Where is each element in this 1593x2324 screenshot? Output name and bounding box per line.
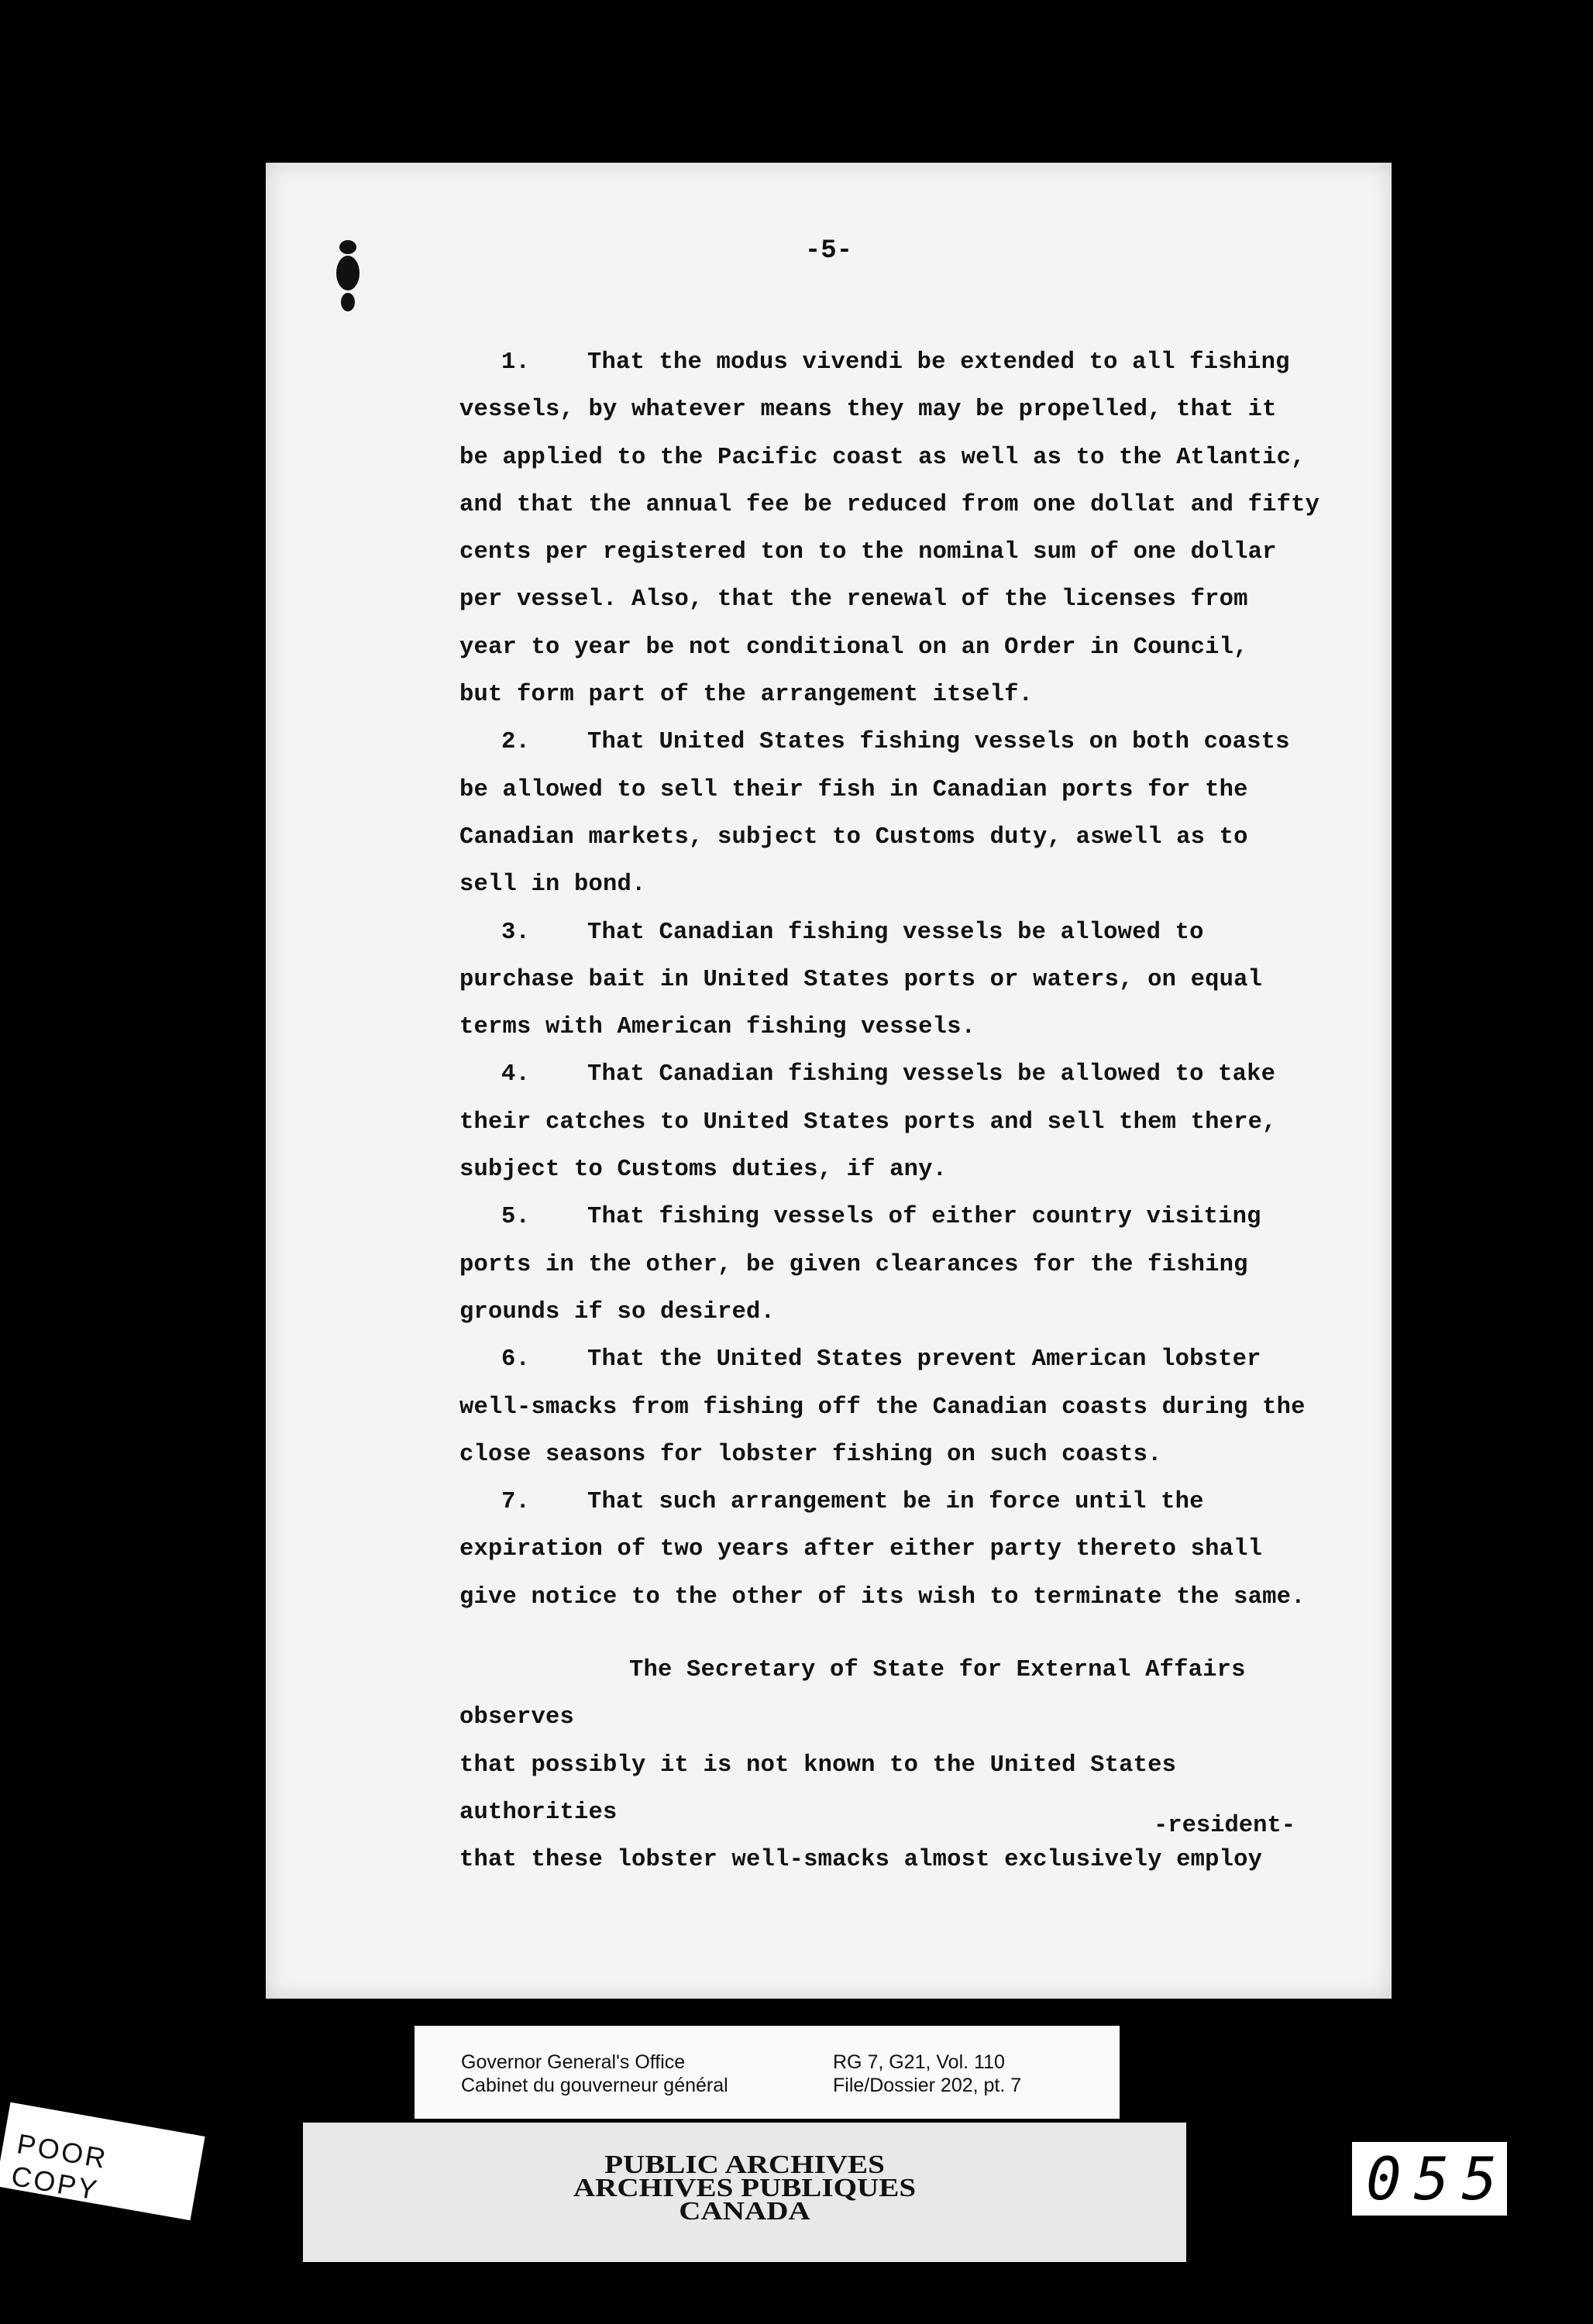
office-label [461,2051,728,2097]
text-line [459,482,1343,529]
line-text: ports in the other, be given clearances for the fishing [459,1251,1248,1278]
text-line [459,1099,1343,1147]
office-name-en: Governor General's Office [461,2051,686,2073]
line-text: that possibly it is not known to the United States authorities [459,1752,1177,1826]
archive-reference-label [415,2026,1120,2119]
text-line [459,957,1343,1004]
poor-copy-text: POOR COPY [9,2127,111,2206]
numbered-item [459,1194,1343,1336]
document-page [266,163,1392,1999]
record-group: RG 7, G21, Vol. 110 [833,2051,1005,2073]
line-text: and that the annual fee be reduced from one dollat and fifty [459,491,1320,518]
reference-label [833,2051,1021,2097]
closing-paragraph [459,1647,1343,1884]
text-line [459,529,1343,576]
item-number: 4. [501,1061,531,1088]
line-text: grounds if so desired. [459,1298,776,1325]
line-text: That such arrangement be in force until the [587,1489,1204,1516]
line-text: that these lobster well-smacks almost exclusively employ [459,1847,1263,1874]
line-text: Canadian markets, subject to Customs duty, aswell as to [459,823,1248,851]
page-number: -5- [804,236,853,266]
line-text: be allowed to sell their fish in Canadian ports for the [459,776,1248,803]
text-line [459,1432,1343,1479]
file-dossier: File/Dossier 202, pt. 7 [833,2075,1022,2096]
item-number: 5. [501,1204,531,1231]
frame-number: 055 [1352,2142,1507,2216]
line-text: The Secretary of State for External Affairs observes [459,1657,1246,1731]
line-text: but form part of the arrangement itself. [459,682,1034,709]
text-line [459,1479,1343,1526]
numbered-item [459,719,1343,909]
archives-line-3: CANADA [679,2197,810,2226]
text-line [459,767,1343,814]
text-line [459,624,1343,672]
line-text: their catches to United States ports and sell them there, [459,1109,1277,1136]
line-text: be applied to the Pacific coast as well as to the Atlantic, [459,444,1306,471]
text-line [459,1336,1343,1384]
line-text: That United States fishing vessels on both coasts [587,729,1290,756]
text-line [459,1574,1343,1621]
archives-line-2: ARCHIVES PUBLIQUES [573,2174,917,2202]
line-text: That the modus vivendi be extended to all fishing [587,349,1290,376]
line-text: That Canadian fishing vessels be allowed to take [587,1061,1276,1088]
line-text: close seasons for lobster fishing on such coasts. [459,1441,1162,1468]
numbered-item [459,909,1343,1052]
numbered-item [459,339,1343,719]
text-line [459,387,1343,434]
line-text: That the United States prevent American lobster [587,1346,1261,1373]
line-text: vessels, by whatever means they may be propelled, that it [459,397,1277,424]
numbered-items [459,339,1343,1621]
text-line [459,1242,1343,1289]
text-line [459,1004,1343,1051]
line-text: subject to Customs duties, if any. [459,1157,948,1184]
line-text: purchase bait in United States ports or waters, on equal [459,966,1263,993]
text-line [459,814,1343,861]
line-text: year to year be not conditional on an Order in Council, [459,634,1248,661]
line-text: give notice to the other of its wish to terminate the same. [459,1583,1306,1611]
text-line [459,861,1343,909]
text-line [459,576,1343,624]
text-line [459,1289,1343,1336]
item-number: 2. [501,729,531,756]
line-text: cents per registered ton to the nominal sum of one dollar [459,539,1277,566]
text-line [459,1194,1343,1241]
numbered-item [459,1336,1343,1479]
line-text: well-smacks from fishing off the Canadian coasts during the [459,1394,1306,1421]
line-text: That Canadian fishing vessels be allowed to [587,919,1204,946]
archives-stamp-box [303,2123,1186,2262]
text-line [459,719,1343,766]
line-text: That fishing vessels of either country visiting [587,1204,1261,1231]
line-text: terms with American fishing vessels. [459,1014,976,1041]
text-line [459,909,1343,957]
text-line [459,435,1343,482]
text-line [459,1384,1343,1432]
text-line [459,1526,1343,1573]
item-number: 7. [501,1489,531,1516]
line-text: expiration of two years after either party thereto shall [459,1536,1263,1563]
numbered-item [459,1479,1343,1621]
line-text: per vessel. Also, that the renewal of the licenses from [459,586,1248,614]
item-number: 6. [501,1346,531,1373]
catchword: -resident- [1153,1813,1295,1839]
numbered-item [459,1051,1343,1194]
item-number: 3. [501,919,531,946]
office-name-fr: Cabinet du gouverneur général [461,2075,728,2096]
archives-line-1: PUBLIC ARCHIVES [604,2150,885,2179]
poor-copy-note [0,2102,205,2221]
item-number: 1. [501,349,531,376]
text-line [459,1837,1343,1884]
line-text: sell in bond. [459,871,646,899]
archives-stamp [303,2150,1186,2226]
text-line [459,672,1343,719]
text-line [459,1051,1343,1098]
document-body [459,339,1343,1885]
text-line [459,339,1343,387]
text-line [459,1647,1343,1742]
text-line [459,1147,1343,1194]
